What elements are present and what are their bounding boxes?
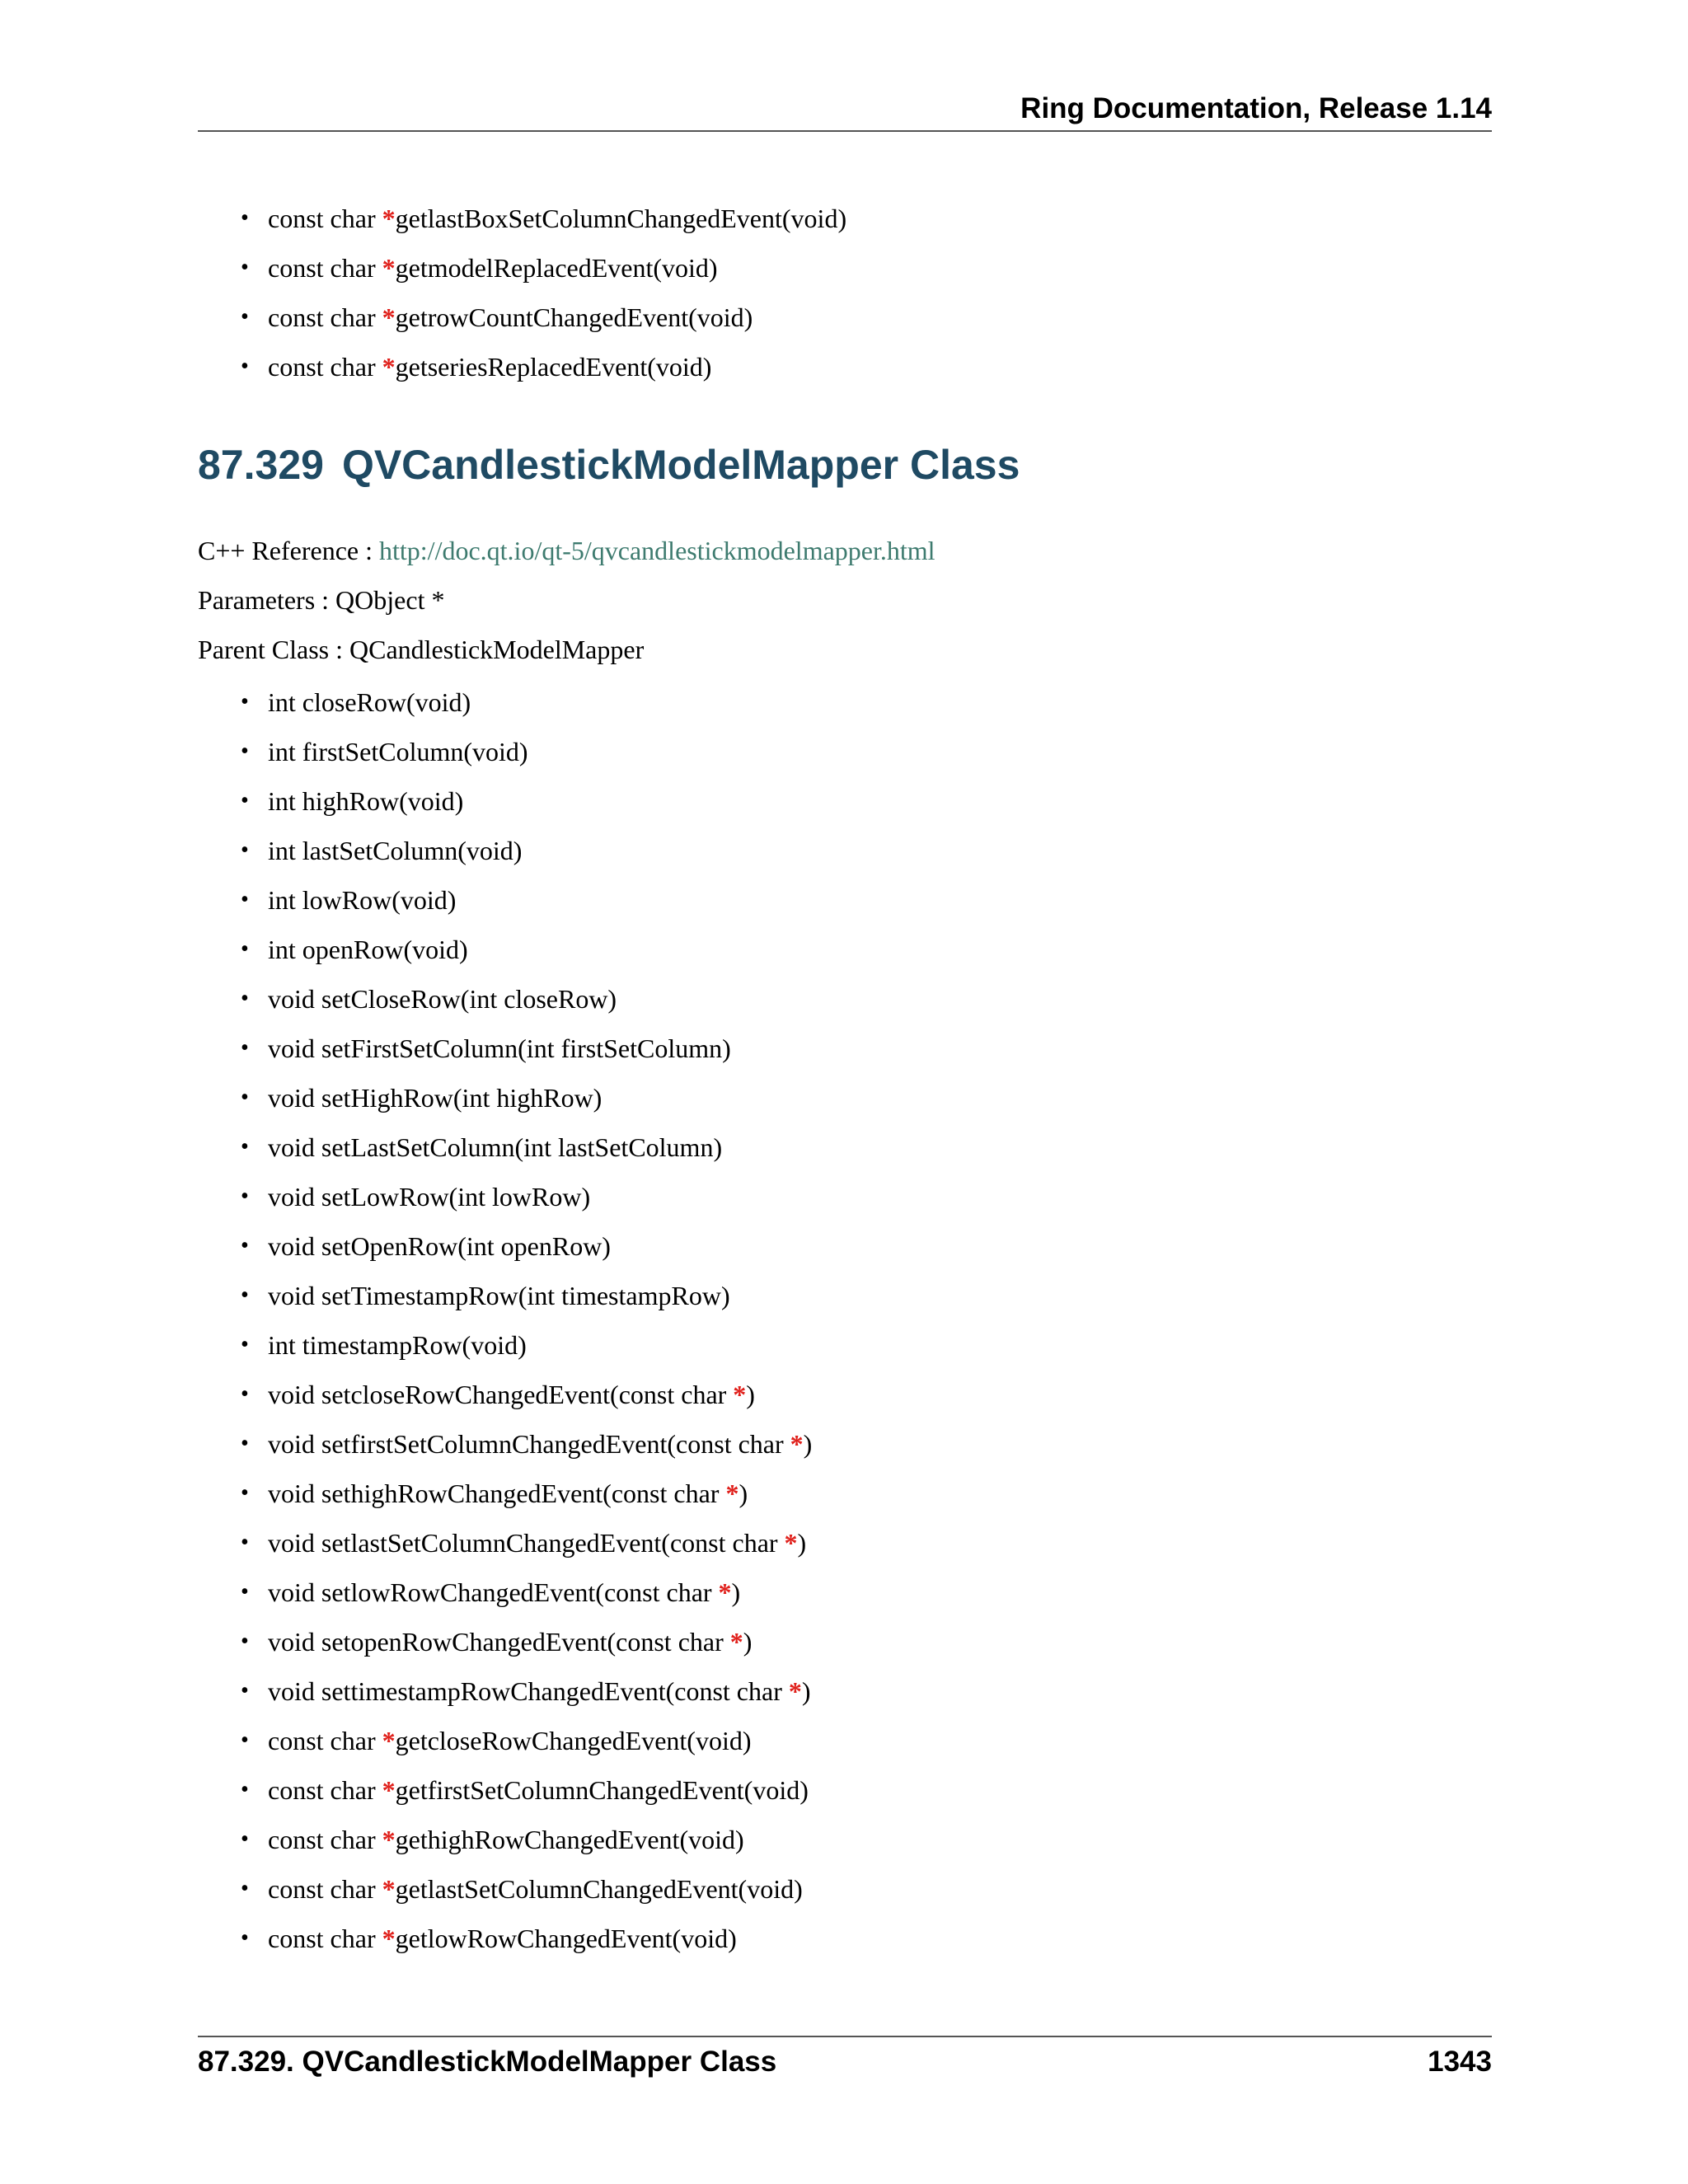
- item-text: void setFirstSetColumn(int firstSetColumn): [268, 1033, 731, 1063]
- list-item: [241, 1815, 812, 1864]
- item-text: const char: [268, 1825, 382, 1854]
- section-number: 87.329: [198, 442, 324, 488]
- item-text-suffix: getfirstSetColumnChangedEvent(void): [395, 1775, 809, 1805]
- bullet-icon: •: [241, 1233, 249, 1258]
- bullet-icon: •: [241, 1035, 249, 1061]
- item-text-suffix: ): [746, 1380, 755, 1409]
- item-text: const char: [268, 204, 382, 233]
- pointer-asterisk: *: [382, 1775, 396, 1805]
- item-text: const char: [268, 1726, 382, 1755]
- pointer-asterisk: *: [784, 1528, 798, 1558]
- item-text: int lowRow(void): [268, 885, 457, 915]
- bullet-icon: •: [241, 1876, 249, 1901]
- list-item: [241, 1765, 812, 1815]
- list-item: [241, 974, 812, 1024]
- list-item: [241, 342, 846, 391]
- list-item: [241, 1914, 812, 1963]
- item-text: void setfirstSetColumnChangedEvent(const char: [268, 1429, 790, 1459]
- item-text: void setlastSetColumnChangedEvent(const char: [268, 1528, 785, 1558]
- list-item: [241, 1469, 812, 1518]
- bullet-icon: •: [241, 1777, 249, 1802]
- item-text: const char: [268, 302, 382, 332]
- page-footer: [198, 2036, 1492, 2078]
- item-text-suffix: getlowRowChangedEvent(void): [395, 1924, 737, 1953]
- item-text: const char: [268, 1874, 382, 1904]
- bullet-icon: •: [241, 1431, 249, 1456]
- item-text-suffix: ): [797, 1528, 807, 1558]
- pointer-asterisk: *: [382, 302, 396, 332]
- bullet-icon: •: [241, 1678, 249, 1704]
- item-text: void setlowRowChangedEvent(const char: [268, 1577, 719, 1607]
- pointer-asterisk: *: [382, 1924, 396, 1953]
- parameters-line: Parameters : QObject *: [198, 585, 445, 615]
- bullet-icon: •: [241, 354, 249, 379]
- item-text: void setLowRow(int lowRow): [268, 1182, 591, 1212]
- bullet-icon: •: [241, 1925, 249, 1951]
- list-item: [241, 875, 812, 925]
- pointer-asterisk: *: [733, 1380, 747, 1409]
- list-item: [241, 826, 812, 875]
- list-item: [241, 1370, 812, 1419]
- list-item: [241, 727, 812, 776]
- list-item: [241, 1518, 812, 1568]
- item-text: void setOpenRow(int openRow): [268, 1231, 611, 1261]
- pointer-asterisk: *: [382, 1825, 396, 1854]
- list-item: [241, 243, 846, 293]
- list-item: [241, 1666, 812, 1716]
- bullet-icon: •: [241, 1381, 249, 1407]
- parent-class-line: Parent Class : QCandlestickModelMapper: [198, 635, 645, 664]
- list-item: [241, 293, 846, 342]
- bullet-icon: •: [241, 788, 249, 813]
- section-heading: [198, 441, 1020, 489]
- item-text: const char: [268, 1924, 382, 1953]
- bullet-icon: •: [241, 1826, 249, 1852]
- bullet-icon: •: [241, 205, 249, 231]
- bullet-icon: •: [241, 1332, 249, 1357]
- list-item: [241, 1568, 812, 1617]
- item-text: int timestampRow(void): [268, 1330, 527, 1360]
- pointer-asterisk: *: [790, 1429, 804, 1459]
- bullet-icon: •: [241, 887, 249, 912]
- bullet-icon: •: [241, 255, 249, 280]
- bullet-icon: •: [241, 689, 249, 715]
- pointer-asterisk: *: [382, 1726, 396, 1755]
- bullet-icon: •: [241, 1629, 249, 1654]
- item-text-suffix: ): [731, 1577, 741, 1607]
- bullet-icon: •: [241, 936, 249, 962]
- item-text: int lastSetColumn(void): [268, 836, 523, 865]
- list-item: [241, 1172, 812, 1221]
- item-text: void setcloseRowChangedEvent(const char: [268, 1380, 734, 1409]
- pointer-asterisk: *: [725, 1479, 739, 1508]
- item-text-suffix: ): [803, 1429, 813, 1459]
- item-text: const char: [268, 352, 382, 382]
- item-text-suffix: getlastBoxSetColumnChangedEvent(void): [395, 204, 847, 233]
- pointer-asterisk: *: [382, 204, 396, 233]
- cpp-reference: [198, 536, 935, 566]
- list-item: [241, 1221, 812, 1271]
- cpp-reference-link[interactable]: http://doc.qt.io/qt-5/qvcandlestickmodelmapper.html: [379, 536, 935, 565]
- list-item: [241, 925, 812, 974]
- page-number: 1343: [1428, 2046, 1492, 2078]
- pointer-asterisk: *: [382, 352, 396, 382]
- bullet-icon: •: [241, 304, 249, 330]
- item-text-suffix: getlastSetColumnChangedEvent(void): [395, 1874, 803, 1904]
- method-list: [241, 677, 812, 1963]
- item-text: const char: [268, 1775, 382, 1805]
- item-text: void setCloseRow(int closeRow): [268, 984, 617, 1014]
- pointer-asterisk: *: [382, 1874, 396, 1904]
- list-item: [241, 1271, 812, 1320]
- list-item: [241, 1716, 812, 1765]
- item-text: void sethighRowChangedEvent(const char: [268, 1479, 726, 1508]
- list-item: [241, 1320, 812, 1370]
- item-text: void setTimestampRow(int timestampRow): [268, 1281, 730, 1310]
- item-text: const char: [268, 253, 382, 283]
- section-title: QVCandlestickModelMapper Class: [341, 442, 1020, 488]
- bullet-icon: •: [241, 1134, 249, 1160]
- item-text-suffix: ): [738, 1479, 748, 1508]
- item-text: int highRow(void): [268, 786, 464, 816]
- footer-section: 87.329. QVCandlestickModelMapper Class: [198, 2046, 777, 2078]
- bullet-icon: •: [241, 1282, 249, 1308]
- list-item: [241, 776, 812, 826]
- cpp-reference-label: C++ Reference :: [198, 536, 379, 565]
- list-item: [241, 194, 846, 243]
- pointer-asterisk: *: [729, 1627, 743, 1657]
- item-text-suffix: ): [743, 1627, 753, 1657]
- document-title: Ring Documentation, Release 1.14: [1020, 92, 1492, 124]
- bullet-icon: •: [241, 1183, 249, 1209]
- item-text: int closeRow(void): [268, 687, 471, 717]
- pointer-asterisk: *: [718, 1577, 732, 1607]
- item-text: int openRow(void): [268, 935, 468, 964]
- item-text-suffix: gethighRowChangedEvent(void): [395, 1825, 744, 1854]
- item-text-suffix: ): [801, 1676, 811, 1706]
- bullet-icon: •: [241, 986, 249, 1011]
- item-text: void setLastSetColumn(int lastSetColumn): [268, 1132, 723, 1162]
- item-text-suffix: getseriesReplacedEvent(void): [395, 352, 712, 382]
- bullet-icon: •: [241, 1530, 249, 1555]
- pointer-asterisk: *: [382, 253, 396, 283]
- bullet-icon: •: [241, 738, 249, 764]
- list-item: [241, 1864, 812, 1914]
- list-item: [241, 1073, 812, 1122]
- bullet-icon: •: [241, 1085, 249, 1110]
- list-item: [241, 1419, 812, 1469]
- item-text: void setHighRow(int highRow): [268, 1083, 603, 1113]
- item-text: void settimestampRowChangedEvent(const char: [268, 1676, 789, 1706]
- list-item: [241, 677, 812, 727]
- item-text: void setopenRowChangedEvent(const char: [268, 1627, 730, 1657]
- page-header: [198, 89, 1492, 132]
- bullet-icon: •: [241, 837, 249, 863]
- list-item: [241, 1024, 812, 1073]
- pointer-asterisk: *: [788, 1676, 802, 1706]
- list-item: [241, 1617, 812, 1666]
- bullet-icon: •: [241, 1579, 249, 1605]
- item-text: int firstSetColumn(void): [268, 737, 528, 766]
- item-text-suffix: getcloseRowChangedEvent(void): [395, 1726, 752, 1755]
- bullet-icon: •: [241, 1480, 249, 1506]
- bullet-icon: •: [241, 1727, 249, 1753]
- list-item: [241, 1122, 812, 1172]
- method-list-continued: [241, 194, 846, 391]
- item-text-suffix: getmodelReplacedEvent(void): [395, 253, 718, 283]
- item-text-suffix: getrowCountChangedEvent(void): [395, 302, 753, 332]
